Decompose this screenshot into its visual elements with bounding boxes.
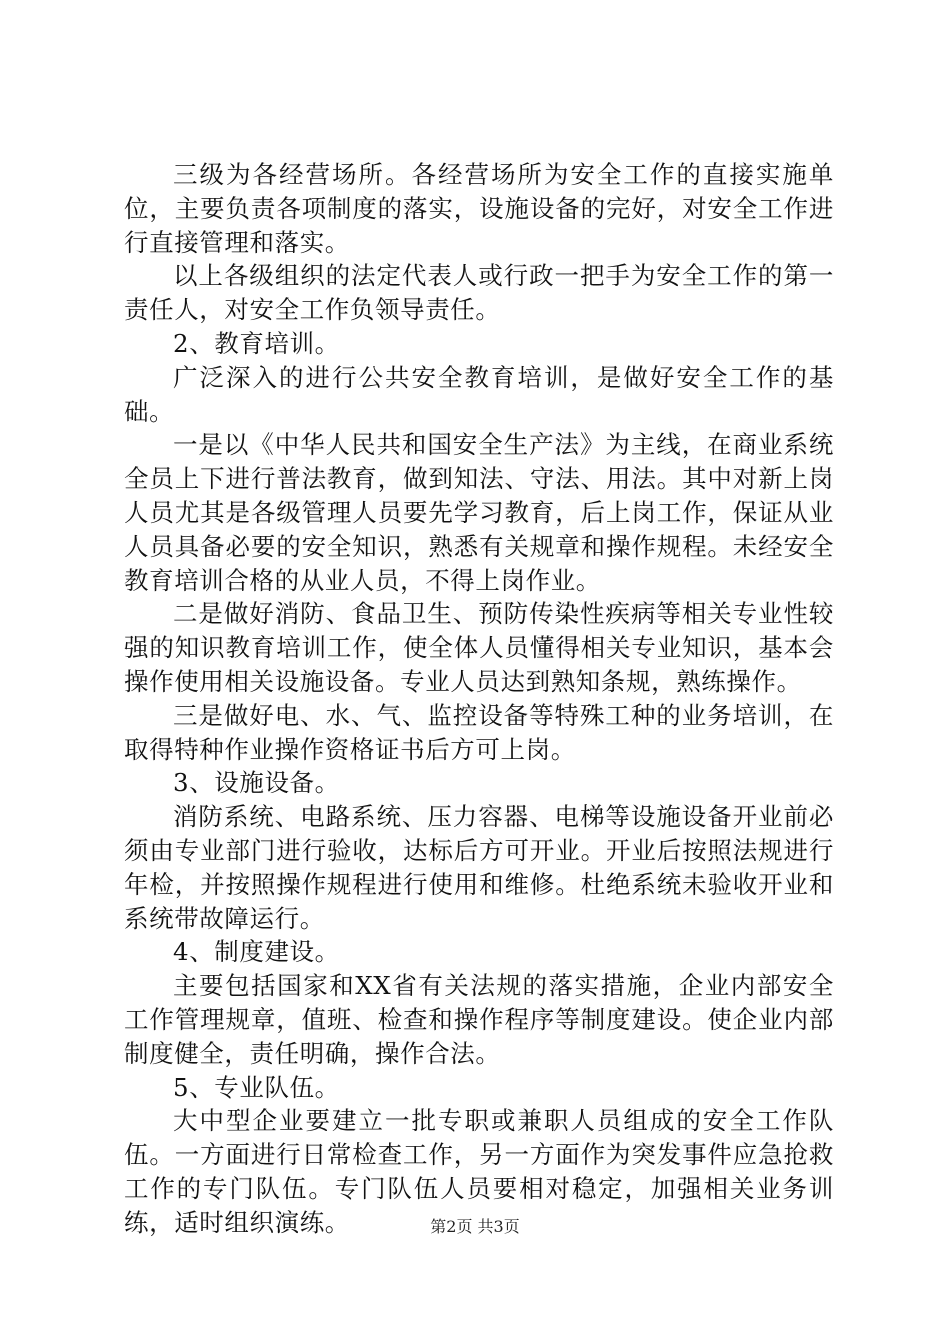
paragraph: 以上各级组织的法定代表人或行政一把手为安全工作的第一责任人，对安全工作负领导责任。 [124,261,834,325]
section-heading: 5、专业队伍。 [173,1072,340,1102]
paragraph: 三是做好电、水、气、监控设备等特殊工种的业务培训，在取得特种作业操作资格证书后方可上岗。 [124,700,834,764]
paragraph: 主要包括国家和XX省有关法规的落实措施，企业内部安全工作管理规章，值班、检查和操作程序等制度建设。使企业内部制度健全，责任明确，操作合法。 [124,971,834,1068]
paragraph: 广泛深入的进行公共安全教育培训，是做好安全工作的基础。 [124,362,834,426]
paragraph: 消防系统、电路系统、压力容器、电梯等设施设备开业前必须由专业部门进行验收，达标后方可开业。开业后按照法规进行年检，并按照操作规程进行使用和维修。杜绝系统未验收开业和系统带故障运行。 [124,802,834,933]
paragraph: 二是做好消防、食品卫生、预防传染性疾病等相关专业性较强的知识教育培训工作，使全体人员懂得相关专业知识，基本会操作使用相关设施设备。专业人员达到熟知条规，熟练操作。 [124,599,834,696]
section-heading: 2、教育培训。 [173,328,340,358]
page-footer: 第2页 共3页 [430,1217,520,1236]
section-heading: 4、制度建设。 [173,937,340,967]
paragraph: 一是以《中华人民共和国安全生产法》为主线，在商业系统全员上下进行普法教育，做到知法、守法、用法。其中对新上岗人员尤其是各级管理人员要先学习教育，后上岗工作，保证从业人员具备必要的安全知识，熟悉有关规章和操作规程。未经安全教育培训合格的从业人员，不得上岗作业。 [124,430,834,595]
paragraph: 三级为各经营场所。各经营场所为安全工作的直接实施单位，主要负责各项制度的落实，设施设备的完好，对安全工作进行直接管理和落实。 [124,160,834,257]
paragraph: 大中型企业要建立一批专职或兼职人员组成的安全工作队伍。一方面进行日常检查工作，另一方面作为突发事件应急抢救工作的专门队伍。专门队伍人员要相对稳定，加强相关业务训练，适时组织演练。 [124,1106,834,1237]
document-body [124,158,834,1240]
section-heading: 3、设施设备。 [173,768,340,798]
